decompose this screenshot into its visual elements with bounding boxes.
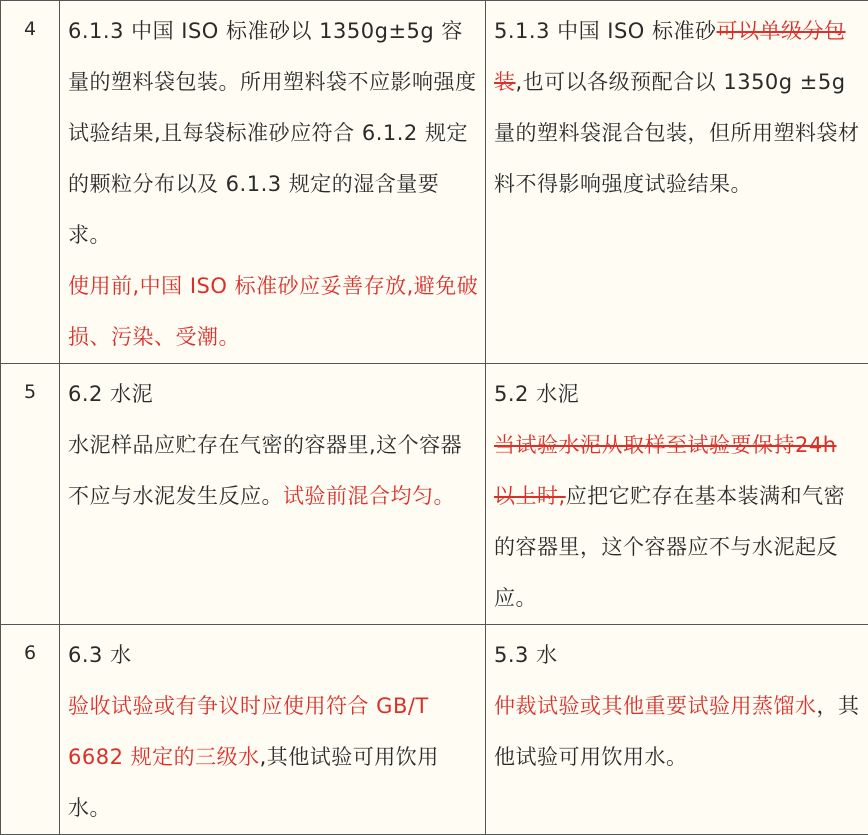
added-text: 使用前,中国 ISO 标准砂应妥善存放,避免破损、污染、受潮。 — [68, 261, 479, 363]
clause-title: 5.3 水 — [494, 630, 862, 681]
new-standard-cell — [60, 364, 486, 625]
clause-text-start: 5.1.3 中国 ISO 标准砂 — [494, 19, 717, 43]
clause-body: ，其他试验可用饮用水。 — [494, 694, 860, 769]
added-text: 验收试验或有争议时应使用符合 GB/T 6682 规定的三级水 — [68, 694, 429, 769]
clause-text — [494, 681, 862, 783]
table-row — [1, 1, 868, 364]
clause-text — [494, 6, 862, 210]
clause-text — [494, 420, 862, 624]
old-standard-cell — [486, 1, 868, 364]
table-row — [1, 625, 868, 835]
added-text: 仲裁试验或其他重要试验用蒸馏水 — [494, 694, 817, 718]
clause-body: 水泥样品应贮存在气密的容器里,这个容器不应与水泥发生反应。 — [68, 433, 462, 508]
row-number: 6 — [1, 625, 60, 835]
deleted-text: 当试验水泥从取样至试验要保持24h 以上时, — [494, 433, 837, 508]
clause-body: 应把它贮存在基本装满和气密的容器里，这个容器应不与水泥起反应。 — [494, 484, 845, 610]
new-standard-cell — [60, 1, 486, 364]
clause-text — [68, 681, 479, 834]
deleted-text: 可以单级分包装 — [494, 19, 846, 94]
clause-title: 6.2 水泥 — [68, 369, 479, 420]
row-number: 5 — [1, 364, 60, 625]
clause-text: 6.1.3 中国 ISO 标准砂以 1350g±5g 容量的塑料袋包装。所用塑料袋不应影响强度试验结果,且每袋标准砂应符合 6.1.2 规定的颗粒分布以及 6.1.3 规定的湿含量要求。 — [68, 6, 479, 261]
clause-title: 6.3 水 — [68, 630, 479, 681]
clause-title: 5.2 水泥 — [494, 369, 862, 420]
added-text: 试验前混合均匀。 — [283, 484, 455, 508]
new-standard-cell — [60, 625, 486, 835]
clause-body: ,其他试验可用饮用水。 — [68, 745, 439, 820]
clause-text — [68, 420, 479, 522]
old-standard-cell — [486, 625, 868, 835]
row-number: 4 — [1, 1, 60, 364]
old-standard-cell — [486, 364, 868, 625]
clause-text-rest: ,也可以各级预配合以 1350g ±5g 量的塑料袋混合包装，但所用塑料袋材料不得影响强度试验结果。 — [494, 70, 860, 196]
table-row — [1, 364, 868, 625]
